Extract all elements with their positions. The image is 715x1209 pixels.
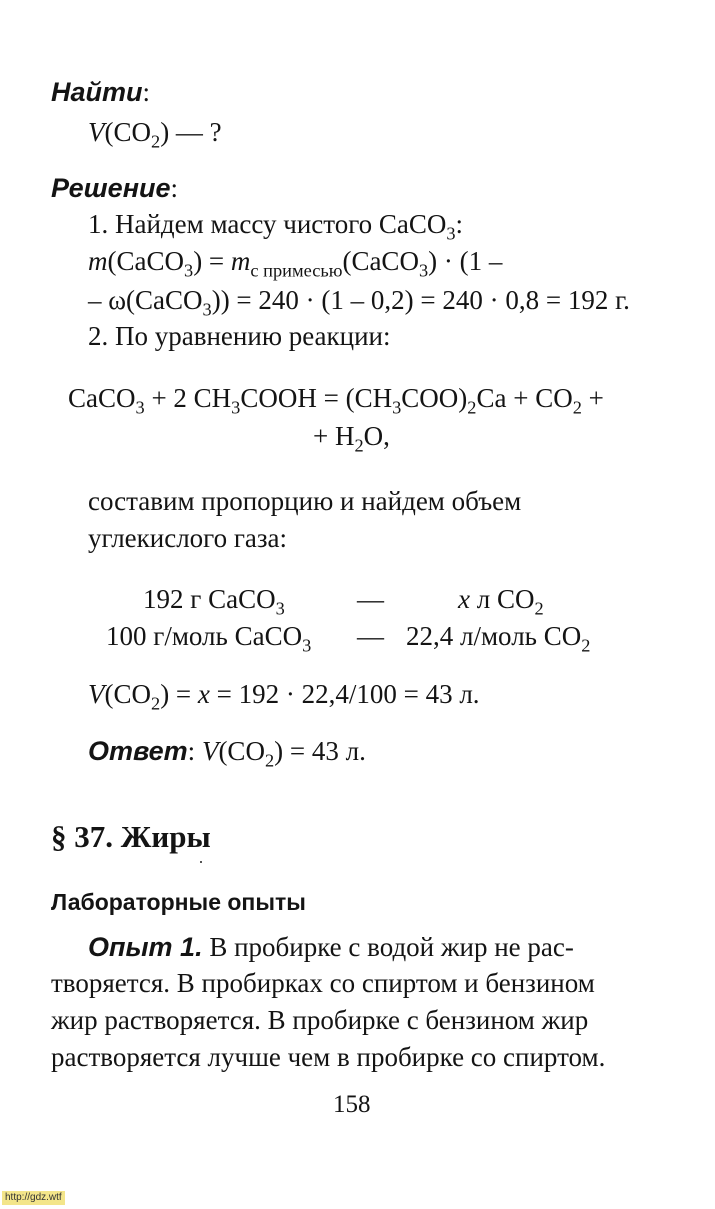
reaction-equation-line-1: CaCO$_3$ + 2 $CH_3COOH = (CH_3COO)_2Ca + CO_2$ + [68,383,604,418]
find-target: $V(CO_2)$ — ? [88,117,222,152]
experiment-line-3: жир растворяется. В пробирке с бензином жир [51,1005,589,1035]
proportion-row-1-right: x л $CO_2$ [458,584,544,619]
proportion-row-1-dash: — [357,584,384,614]
lab-subheading: Лабораторные опыты [51,889,306,915]
answer-line: Ответ: $V(CO_2) = 43$ л. [88,736,366,771]
section-title: § 37. Жиры [51,819,211,854]
proportion-row-2-dash: — [357,621,384,651]
page-number: 158 [333,1091,371,1118]
find-heading: Найти: [51,77,151,107]
stray-dot [200,861,202,863]
proportion-intro-line-2: углекислого газа: [88,523,288,553]
proportion-row-2-left: 100 г/моль CaCO$_3$ [106,621,312,656]
proportion-row-1-left: 192 г CaCO$_3$ [143,584,285,619]
mass-formula-line-2: – ω(CaCO$_3$)) = 240 · (1 – 0,2) = 240 · 0,8 = 192 г. [88,285,630,320]
solution-heading: Решение: [51,173,179,203]
experiment-line-4: растворяется лучше чем в пробирке со спиртом. [51,1042,606,1072]
solution-step-2: 2. По уравнению реакции: [88,321,391,351]
watermark-link[interactable]: http://gdz.wtf [2,1191,65,1205]
proportion-intro-line-1: составим пропорцию и найдем объем [88,486,522,516]
solution-step-1: 1. Найдем массу чистого CaCO$_3$: [88,209,464,244]
experiment-line-2: творяется. В пробирках со спиртом и бензином [51,968,595,998]
volume-result: $V(CO_2) = x = 192 \cdot 22,4/100 = 43$ л. [88,679,480,714]
mass-formula-line-1: m(CaCO$_3$) = $m_{с примесью}(CaCO_3) \cdot (1$ – [88,246,503,281]
reaction-equation-line-2: + $H_2O$, [313,421,390,456]
proportion-row-2-right: 22,4 л/моль $CO_2$ [406,621,591,656]
experiment-line-1: Опыт 1. В пробирке с водой жир не рас- [88,932,574,962]
